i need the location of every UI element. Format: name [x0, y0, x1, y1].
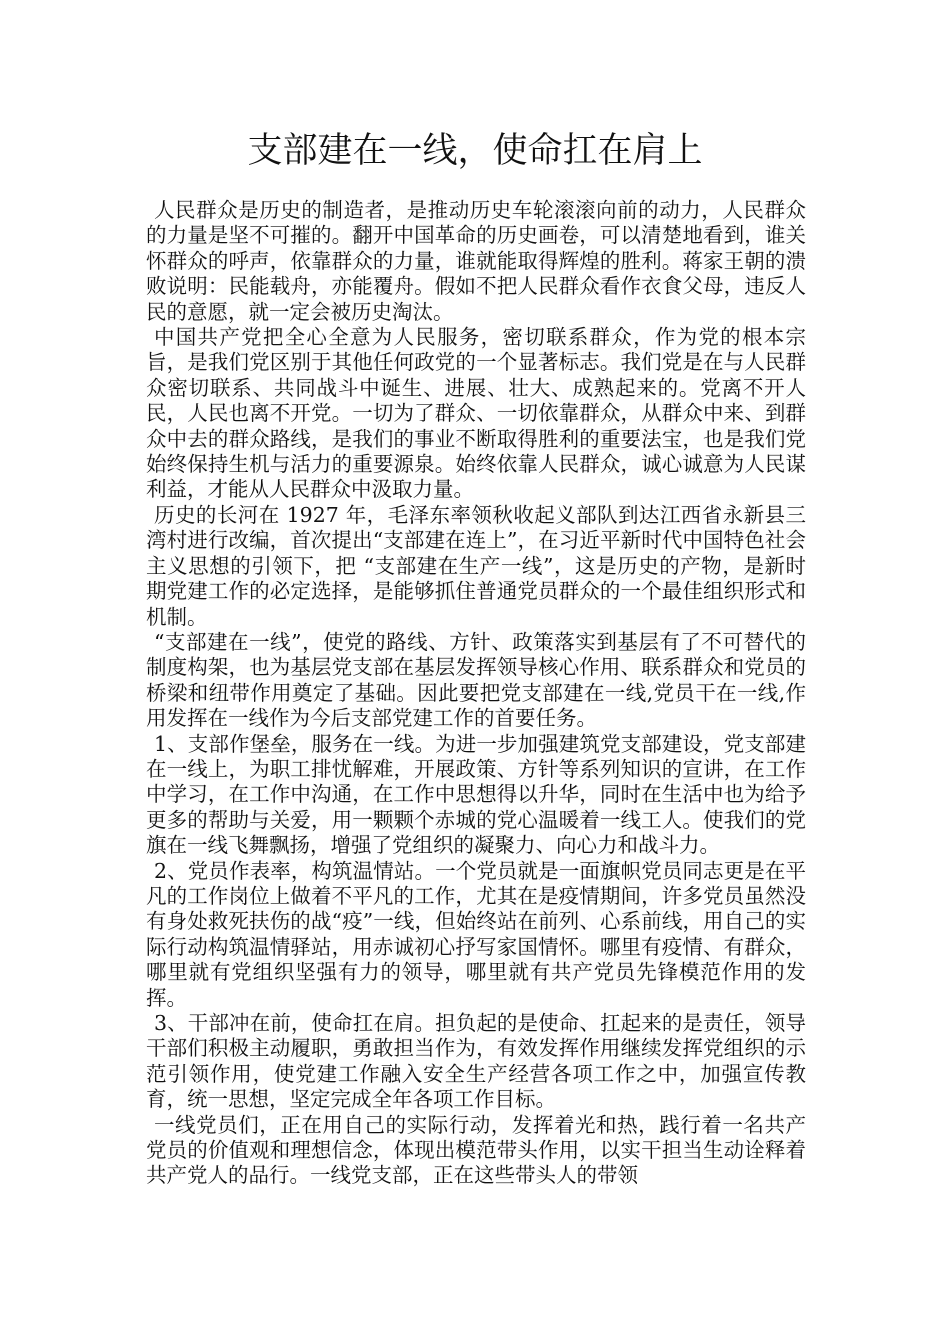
paragraph-party-purpose: 中国共产党把全心全意为人民服务，密切联系群众，作为党的根本宗旨，是我们党区别于其他任何政党的一个显著标志。我们党是在与人民群众密切联系、共同战斗中诞生、进展、壮大、成熟起来的。党离不开人民，人民也离不开党。一切为了群众、一切依靠群众，从群众中来、到群众中去的群众路线，是我们的事业不断取得胜利的重要法宝，也是我们党始终保持生机与活力的重要源泉。始终依靠人民群众，诚心诚意为人民谋利益，才能从人民群众中汲取力量。 [146, 325, 806, 502]
paragraph-point-1: 1、支部作堡垒，服务在一线。为进一步加强建筑党支部建设，党支部建在一线上，为职工排忧解难，开展政策、方针等系列知识的宣讲，在工作中学习，在工作中沟通，在工作中思想得以升华，同时在生活中也为给予更多的帮助与关爱，用一颗颗个赤城的党心温暖着一线工人。使我们的党旗在一线飞舞飘扬，增强了党组织的凝聚力、向心力和战斗力。 [146, 731, 806, 858]
paragraph-history: 历史的长河在 1927 年，毛泽东率领秋收起义部队到达江西省永新县三湾村进行改编，首次提出“支部建在连上”，在习近平新时代中国特色社会主义思想的引领下，把 “支部建在生产一线”，这是历史的产物，是新时期党建工作的必定选择，是能够抓住普通党员群众的一个最佳组织形式和机制。 [146, 502, 806, 629]
paragraph-intro: 人民群众是历史的制造者，是推动历史车轮滚滚向前的动力，人民群众的力量是坚不可摧的。翻开中国革命的历史画卷，可以清楚地看到，谁关怀群众的呼声，依靠群众的力量，谁就能取得辉煌的胜利。蒋家王朝的溃败说明：民能载舟，亦能覆舟。假如不把人民群众看作衣食父母，违反人民的意愿，就一定会被历史淘汰。 [146, 198, 806, 324]
document-title: 支部建在一线，使命扛在肩上 [247, 131, 703, 171]
paragraph-point-2: 2、党员作表率，构筑温情站。一个党员就是一面旗帜党员同志更是在平凡的工作岗位上做着不平凡的工作，尤其在是疫情期间，许多党员虽然没有身处救死扶伤的战“疫”一线，但始终站在前列、心系前线，用自己的实际行动构筑温情驿站，用赤诚初心抒写家国情怀。哪里有疫情、有群众，哪里就有党组织坚强有力的领导，哪里就有共产党员先锋模范作用的发挥。 [146, 858, 806, 1010]
paragraph-frontline-branch: “支部建在一线”，使党的路线、方针、政策落实到基层有了不可替代的制度构架，也为基层党支部在基层发挥领导核心作用、联系群众和党员的桥梁和纽带作用奠定了基础。因此要把党支部建在一线,党员干在一线,作用发挥在一线作为今后支部党建工作的首要任务。 [146, 629, 806, 731]
document-body [146, 198, 806, 1189]
paragraph-closing: 一线党员们，正在用自己的实际行动，发挥着光和热，践行着一名共产党员的价值观和理想信念，体现出模范带头作用，以实干担当生动诠释着共产党人的品行。一线党支部，正在这些带头人的带领 [146, 1112, 806, 1188]
paragraph-point-3: 3、干部冲在前，使命扛在肩。担负起的是使命、扛起来的是责任，领导干部们积极主动履职，勇敢担当作为，有效发挥作用继续发挥党组织的示范引领作用，使党建工作融入安全生产经营各项工作之中，加强宣传教育，统一思想，坚定完成全年各项工作目标。 [146, 1011, 806, 1112]
